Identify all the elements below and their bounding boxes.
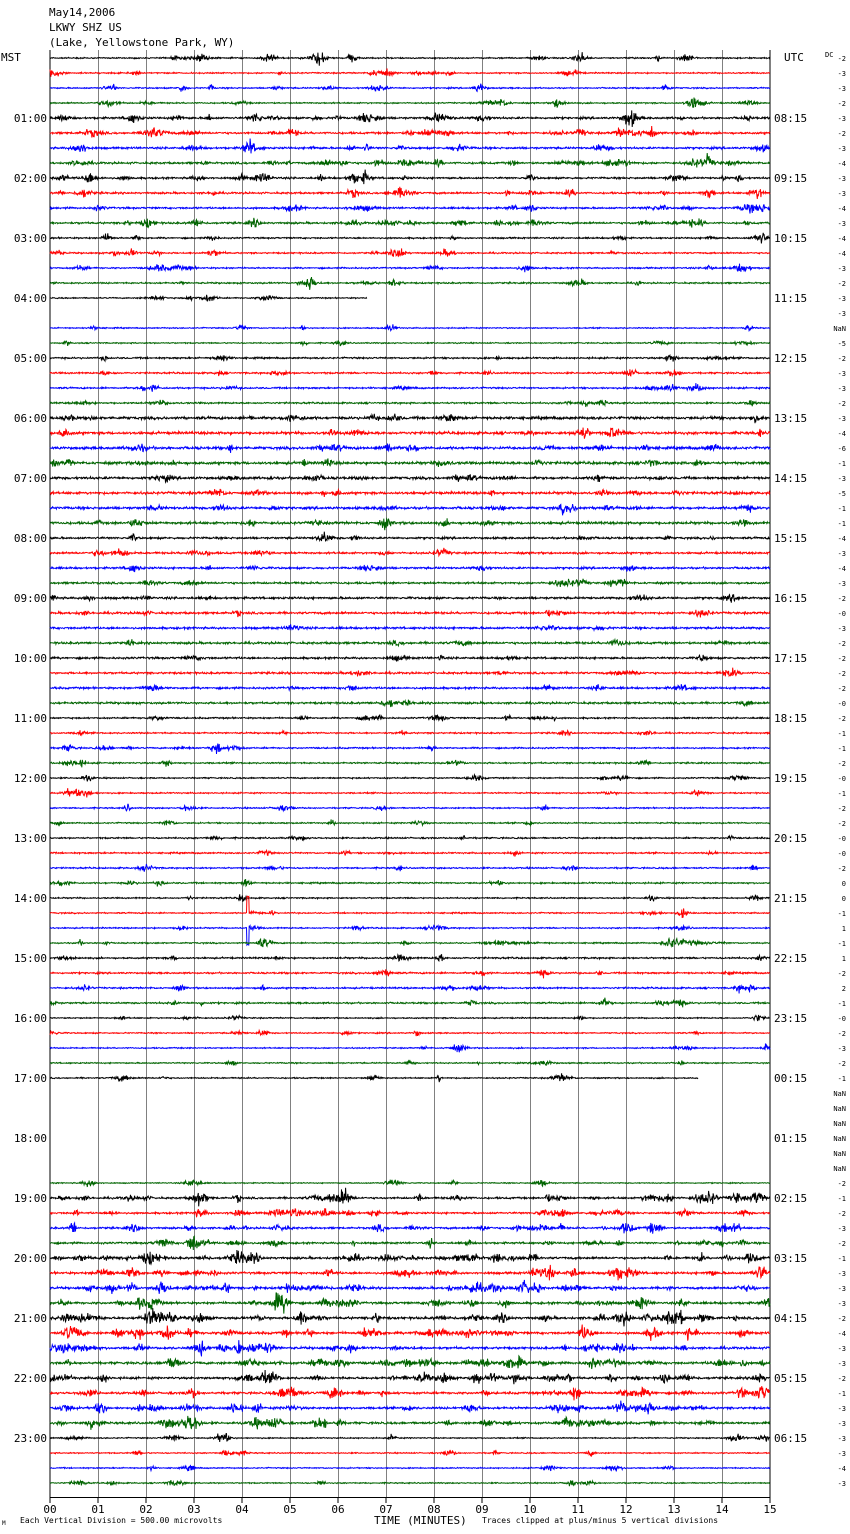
dc-offset-label: -3 [837,265,846,273]
left-hour-label: 19:00 [13,1192,47,1205]
dc-offset-label: -3 [837,145,846,153]
left-hour-label: 03:00 [13,232,47,245]
right-hour-label: 06:15 [774,1432,808,1445]
trace-row [50,1061,770,1066]
x-tick-label: 08 [427,1503,441,1516]
dc-offset-label: -2 [837,820,846,828]
trace-row [50,639,770,646]
left-hour-label: 02:00 [13,172,47,185]
trace-row [50,204,770,213]
dc-offset-label: -1 [837,1390,846,1398]
trace-row [50,1416,770,1430]
right-hour-label: 21:15 [774,892,808,905]
trace-row [50,1073,698,1082]
trace-row [50,836,770,841]
left-hour-label: 09:00 [13,592,47,605]
dc-offset-label: -1 [837,910,846,918]
dc-offset-label: 1 [841,955,846,963]
dc-offset-label: -0 [837,700,846,708]
dc-offset-label: -2 [837,400,846,408]
dc-offset-label: -2 [837,760,846,768]
dc-offset-label: -5 [837,490,846,498]
dc-offset-label: -1 [837,505,846,513]
dc-offset-label: -4 [837,430,846,438]
trace-row [50,1466,770,1472]
left-hour-label: 23:00 [13,1432,47,1445]
left-hour-label: 22:00 [13,1372,47,1385]
x-tick-label: 00 [43,1503,57,1516]
trace-row [50,700,770,707]
dc-offset-label: -2 [837,1060,846,1068]
dc-offset-label: -4 [837,205,846,213]
clip-note: Traces clipped at plus/minus 5 vertical divisions [482,1516,719,1525]
right-hour-label: 05:15 [774,1372,808,1385]
dc-offset-label: -0 [837,835,846,843]
trace-row [50,684,770,691]
left-hour-label: 21:00 [13,1312,47,1325]
dc-offset-label: NaN [833,1165,846,1173]
header-date: May14,2006 [49,6,116,19]
scale-note: Each Vertical Division = 500.00 microvolts [20,1516,223,1525]
trace-row [50,548,770,556]
dc-offset-label: -5 [837,340,846,348]
dc-offset-label: -2 [837,670,846,678]
trace-row [50,110,770,127]
trace-row [50,788,770,797]
trace-row [50,458,770,467]
dc-offset-label: -1 [837,1075,846,1083]
right-hour-label: 13:15 [774,412,808,425]
trace-row [50,369,770,376]
x-tick-label: 02 [139,1503,153,1516]
trace-row [50,896,770,918]
dc-offset-label: -3 [837,1045,846,1053]
trace-row [50,624,770,630]
dc-offset-label: -2 [837,1375,846,1383]
dc-offset-label: -1 [837,1255,846,1263]
trace-row [50,126,770,138]
left-hour-label: 08:00 [13,532,47,545]
dc-offset-label: -2 [837,55,846,63]
trace-row [50,879,770,886]
trace-row [50,475,770,483]
trace-row [50,1044,770,1053]
dc-offset-label: -2 [837,280,846,288]
dc-offset-label: 1 [841,925,846,933]
left-hour-label: 13:00 [13,832,47,845]
dc-offset-label: -4 [837,160,846,168]
trace-row [50,233,770,244]
x-tick-label: 01 [91,1503,105,1516]
x-tick-label: 09 [475,1503,489,1516]
dc-offset-label: -3 [837,220,846,228]
dc-offset-label: 0 [841,880,846,888]
right-hour-label: 09:15 [774,172,808,185]
dc-offset-label: -3 [837,1420,846,1428]
trace-row [50,383,770,392]
trace-row [50,1223,770,1234]
dc-offset-label: -0 [837,1015,846,1023]
x-tick-label: 05 [283,1503,297,1516]
trace-row [50,153,770,168]
dc-offset-label: -3 [837,1345,846,1353]
header-station: LKWY SHZ US [49,21,122,34]
dc-offset-label: NaN [833,1105,846,1113]
trace-row [50,984,770,993]
dc-offset-label: NaN [833,1135,846,1143]
dc-offset-label: -2 [837,805,846,813]
trace-row [50,84,770,92]
trace-row [50,668,770,677]
trace-row [50,1356,770,1369]
right-axis-label: UTC [784,51,804,64]
trace-row [50,1450,770,1456]
trace-row [50,532,770,542]
dc-offset-label: -4 [837,535,846,543]
left-hour-label: 10:00 [13,652,47,665]
right-hour-label: 18:15 [774,712,808,725]
dc-offset-label: -3 [837,1285,846,1293]
seismic-traces [50,52,770,1486]
trace-row [50,1480,770,1486]
dc-offset-label: -1 [837,1195,846,1203]
dc-offset-label: -2 [837,640,846,648]
trace-row [50,218,770,228]
right-hour-label: 19:15 [774,772,808,785]
dc-offset-label: -1 [837,460,846,468]
trace-row [50,864,770,872]
left-hour-label: 12:00 [13,772,47,785]
dc-offset-label: -3 [837,385,846,393]
trace-row [50,428,770,439]
dc-offset-label: -1 [837,940,846,948]
trace-row [50,804,770,811]
dc-offset-label: -2 [837,1180,846,1188]
dc-offset-label: NaN [833,1090,846,1098]
dc-offset-label: -1 [837,745,846,753]
trace-row [50,1386,770,1400]
trace-row [50,1265,770,1281]
left-hour-label: 06:00 [13,412,47,425]
corner-mark: M [2,1520,6,1527]
dc-offset-label: -3 [837,1480,846,1488]
left-hour-label: 04:00 [13,292,47,305]
dc-offset-label: -3 [837,175,846,183]
trace-row [50,594,770,602]
x-tick-label: 03 [187,1503,201,1516]
dc-offset-label: -3 [837,190,846,198]
right-hour-label: 02:15 [774,1192,808,1205]
trace-row [50,744,770,755]
dc-offset-label: -3 [837,70,846,78]
dc-offset-label: -3 [837,550,846,558]
dc-offset-label: -3 [837,85,846,93]
trace-row [50,939,770,948]
trace-row [50,1325,770,1341]
trace-row [50,655,770,661]
trace-row [50,98,770,108]
trace-row [50,264,770,273]
trace-row [50,1370,770,1384]
x-tick-label: 14 [715,1503,729,1516]
dc-offset-label: -3 [837,1405,846,1413]
trace-row [50,277,770,290]
dc-offset-label: -4 [837,565,846,573]
dc-offset-label: -3 [837,1450,846,1458]
trace-row [50,1280,770,1294]
dc-offset-label: NaN [833,1120,846,1128]
x-tick-label: 10 [523,1503,537,1516]
trace-row [50,444,770,453]
x-tick-label: 07 [379,1503,393,1516]
dc-offset-label: -2 [837,970,846,978]
trace-row [50,1340,770,1356]
dc-offset-label: -3 [837,475,846,483]
trace-row [50,295,367,302]
trace-row [50,1293,770,1314]
dc-offset-label: -3 [837,295,846,303]
dc-offset-label: -6 [837,445,846,453]
right-hour-label: 17:15 [774,652,808,665]
dc-offset-label: -2 [837,595,846,603]
left-hour-label: 17:00 [13,1072,47,1085]
dc-offset-label: -1 [837,790,846,798]
x-tick-label: 15 [763,1503,777,1516]
dc-offset-label: -2 [837,1315,846,1323]
dc-offset-label: -3 [837,1435,846,1443]
dc-offset-label: -3 [837,115,846,123]
left-hour-label: 07:00 [13,472,47,485]
dc-offset-label: -2 [837,1210,846,1218]
dc-offset-label: -0 [837,775,846,783]
left-hour-label: 01:00 [13,112,47,125]
trace-row [50,998,770,1008]
dc-offset-label: -2 [837,655,846,663]
right-hour-label: 15:15 [774,532,808,545]
trace-row [50,400,770,407]
right-hour-label: 16:15 [774,592,808,605]
dc-offset-label: -4 [837,250,846,258]
trace-row [50,1250,770,1264]
left-hour-label: 05:00 [13,352,47,365]
right-hour-label: 11:15 [774,292,808,305]
trace-row [50,1401,770,1415]
trace-row [50,248,770,256]
trace-row [50,1031,770,1037]
left-hour-label: 14:00 [13,892,47,905]
left-hour-label: 16:00 [13,1012,47,1025]
right-hour-label: 01:15 [774,1132,808,1145]
dc-offset-label: -4 [837,235,846,243]
dc-offset-label: -3 [837,1300,846,1308]
right-hour-label: 20:15 [774,832,808,845]
dc-offset-label: -3 [837,580,846,588]
left-hour-label: 11:00 [13,712,47,725]
trace-row [50,610,770,618]
dc-offset-label: -2 [837,355,846,363]
trace-row [50,324,770,330]
dc-offset-label: -3 [837,1360,846,1368]
left-axis-label: MST [1,51,21,64]
dc-offset-label: -1 [837,520,846,528]
dc-offset-label: -1 [837,1000,846,1008]
trace-row [50,504,770,515]
trace-row [50,760,770,767]
trace-row [50,170,770,185]
trace-row [50,518,770,530]
trace-row [50,775,770,782]
x-axis-label: TIME (MINUTES) [374,1514,467,1527]
dc-offset-label: -2 [837,865,846,873]
right-hour-label: 23:15 [774,1012,808,1025]
dc-offset-label: -3 [837,1225,846,1233]
x-tick-label: 04 [235,1503,249,1516]
dc-offset-label: -4 [837,1465,846,1473]
trace-row [50,565,770,572]
right-hour-label: 04:15 [774,1312,808,1325]
trace-row [50,1434,770,1442]
dc-column-label: DC [825,51,834,59]
trace-row [50,52,770,65]
dc-offset-label: -0 [837,610,846,618]
x-tick-label: 13 [667,1503,681,1516]
trace-row [50,850,770,856]
dc-offset-label: -1 [837,730,846,738]
right-hour-label: 22:15 [774,952,808,965]
x-tick-label: 06 [331,1503,345,1516]
trace-row [50,1180,770,1187]
trace-row [50,341,770,346]
dc-offset-label: -2 [837,1030,846,1038]
right-hour-label: 08:15 [774,112,808,125]
trace-row [50,819,770,826]
dc-offset-label: -2 [837,100,846,108]
dc-offset-label: -4 [837,1330,846,1338]
trace-row [50,1308,770,1326]
trace-row [50,1015,770,1021]
trace-row [50,969,770,978]
dc-offset-label: -3 [837,1270,846,1278]
dc-offset-label: 2 [841,985,846,993]
right-hour-label: 12:15 [774,352,808,365]
x-tick-label: 12 [619,1503,633,1516]
dc-offset-label: NaN [833,325,846,333]
left-hour-label: 18:00 [13,1132,47,1145]
trace-row [50,68,770,76]
right-hour-label: 14:15 [774,472,808,485]
right-hour-label: 03:15 [774,1252,808,1265]
dc-offset-label: -3 [837,415,846,423]
dc-offset-label: -3 [837,310,846,318]
trace-row [50,579,770,587]
trace-row [50,730,770,736]
trace-row [50,955,770,961]
dc-offset-label: 0 [841,895,846,903]
dc-offset-label: -2 [837,715,846,723]
axis-overlay [14,55,846,1516]
dc-offset-label: -2 [837,685,846,693]
left-hour-label: 20:00 [13,1252,47,1265]
trace-row [50,355,770,361]
trace-row [50,1236,770,1250]
dc-offset-label: NaN [833,1150,846,1158]
dc-offset-label: -2 [837,130,846,138]
dc-offset-label: -0 [837,850,846,858]
trace-row [50,1188,770,1207]
trace-row [50,139,770,154]
dc-offset-label: -3 [837,625,846,633]
right-hour-label: 00:15 [774,1072,808,1085]
trace-row [50,894,770,902]
trace-row [50,414,770,424]
dc-offset-label: -3 [837,370,846,378]
trace-row [50,187,770,199]
trace-row [50,489,770,497]
trace-row [50,1208,770,1217]
right-hour-label: 10:15 [774,232,808,245]
header-location: (Lake, Yellowstone Park, WY) [49,36,235,49]
trace-row [50,715,770,722]
dc-offset-label: -2 [837,1240,846,1248]
left-hour-label: 15:00 [13,952,47,965]
x-tick-label: 11 [571,1503,585,1516]
